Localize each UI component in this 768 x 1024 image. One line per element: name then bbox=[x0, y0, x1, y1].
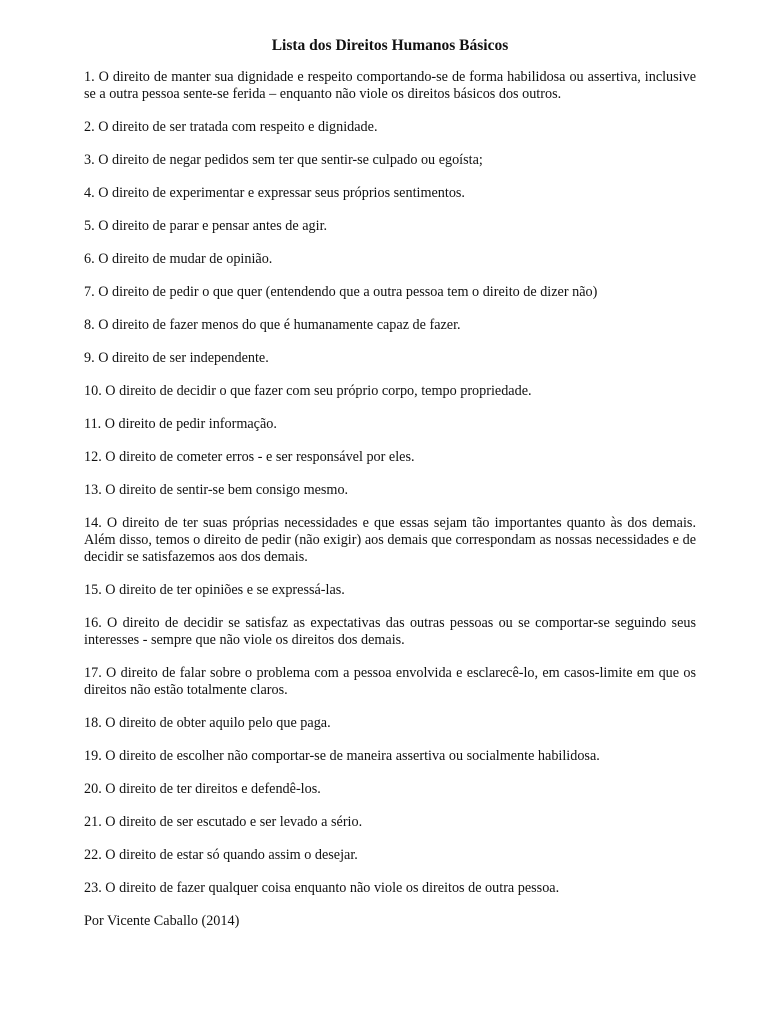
list-item-14: 14. O direito de ter suas próprias necessidades e que essas sejam tão importantes quanto às dos demais. Além disso, temos o direito de pedir (não exigir) aos demais que correspondam as nossas necessidades e de decidir se satisfazemos aos dos demais. bbox=[84, 515, 696, 565]
list-item-4: 4. O direito de experimentar e expressar seus próprios sentimentos. bbox=[84, 185, 465, 201]
list-item-5: 5. O direito de parar e pensar antes de agir. bbox=[84, 218, 328, 234]
list-item-18: 18. O direito de obter aquilo pelo que paga. bbox=[84, 715, 331, 731]
list-item-7: 7. O direito de pedir o que quer (entendendo que a outra pessoa tem o direito de dizer não) bbox=[84, 284, 598, 300]
list-item-13: 13. O direito de sentir-se bem consigo mesmo. bbox=[84, 482, 349, 498]
list-item-10: 10. O direito de decidir o que fazer com seu próprio corpo, tempo propriedade. bbox=[84, 383, 532, 399]
list-item-20: 20. O direito de ter direitos e defendê-los. bbox=[84, 781, 321, 797]
list-item-22: 22. O direito de estar só quando assim o desejar. bbox=[84, 847, 358, 863]
list-item-23: 23. O direito de fazer qualquer coisa enquanto não viole os direitos de outra pessoa. bbox=[84, 880, 560, 896]
document-title: Lista dos Direitos Humanos Básicos bbox=[271, 37, 509, 54]
list-item-1: 1. O direito de manter sua dignidade e respeito comportando-se de forma habilidosa ou assertiva, inclusive se a outra pessoa sente-se ferida – enquanto não viole os direitos básicos dos outros. bbox=[84, 69, 696, 102]
list-item-9: 9. O direito de ser independente. bbox=[84, 350, 269, 366]
list-item-19: 19. O direito de escolher não comportar-se de maneira assertiva ou socialmente habilidosa. bbox=[84, 748, 600, 764]
author-credit: Por Vicente Caballo (2014) bbox=[84, 913, 240, 929]
list-item-6: 6. O direito de mudar de opinião. bbox=[84, 251, 273, 267]
list-item-3: 3. O direito de negar pedidos sem ter que sentir-se culpado ou egoísta; bbox=[84, 152, 483, 168]
list-item-2: 2. O direito de ser tratada com respeito e dignidade. bbox=[84, 119, 378, 135]
list-item-11: 11. O direito de pedir informação. bbox=[84, 416, 277, 432]
list-item-8: 8. O direito de fazer menos do que é humanamente capaz de fazer. bbox=[84, 317, 461, 333]
list-item-16: 16. O direito de decidir se satisfaz as expectativas das outras pessoas ou se comportar-se seguindo seus interesses - sempre que não viole os direitos dos demais. bbox=[84, 615, 696, 648]
list-item-17: 17. O direito de falar sobre o problema com a pessoa envolvida e esclarecê-lo, em casos-limite em que os direitos não estão totalmente claros. bbox=[84, 665, 696, 698]
document-page bbox=[84, 36, 696, 930]
list-item-15: 15. O direito de ter opiniões e se expressá-las. bbox=[84, 582, 345, 598]
list-item-12: 12. O direito de cometer erros - e ser responsável por eles. bbox=[84, 449, 415, 465]
list-item-21: 21. O direito de ser escutado e ser levado a sério. bbox=[84, 814, 363, 830]
